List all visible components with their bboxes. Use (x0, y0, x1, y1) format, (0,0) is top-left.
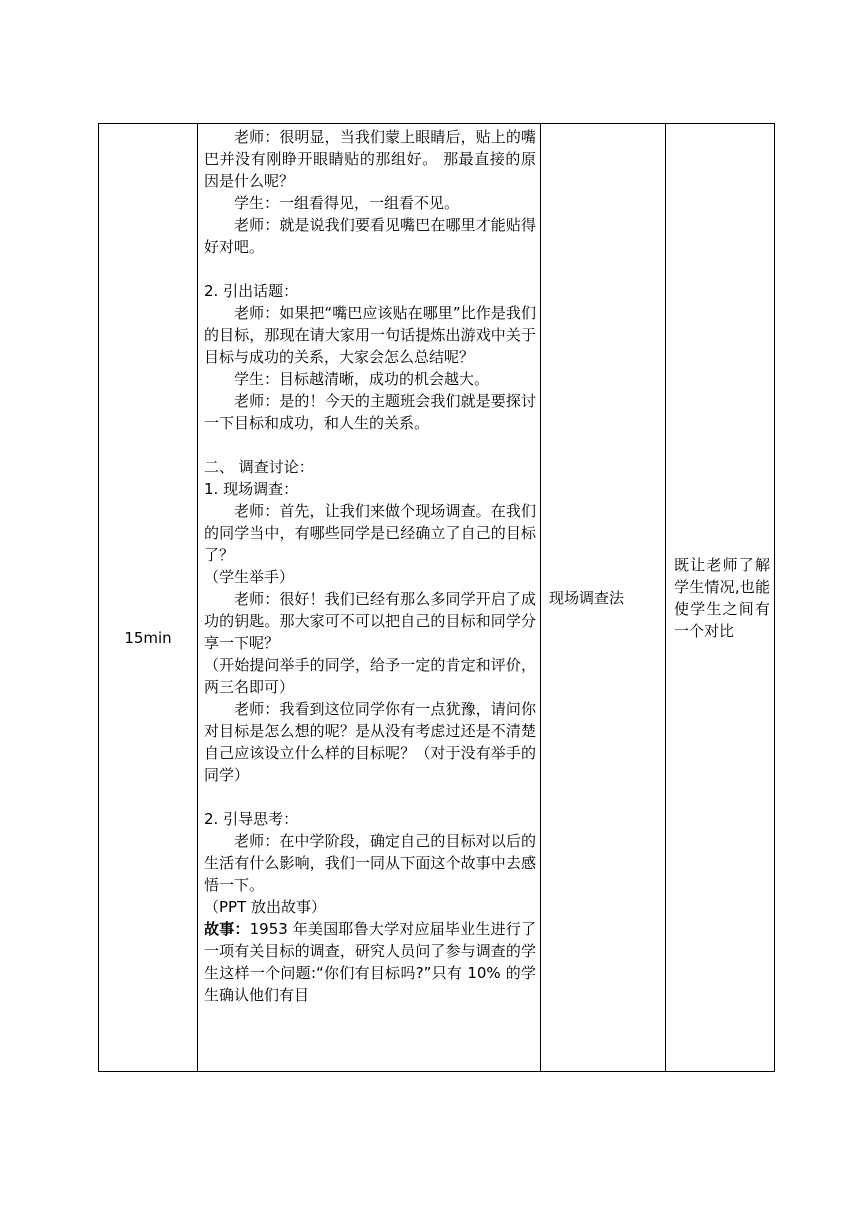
purpose-cell (666, 124, 775, 1072)
blank-line (204, 786, 536, 808)
content-paragraph: （学生举手） (204, 568, 295, 586)
content-paragraph: （PPT 放出故事） (204, 898, 327, 916)
time-text: 15min (124, 628, 172, 647)
content-paragraph: 学生：目标越清晰，成功的机会越大。 (234, 370, 490, 388)
content-paragraph: 学生：一组看得见，一组看不见。 (234, 194, 460, 212)
blank-line (204, 258, 536, 280)
story-paragraph (204, 918, 536, 1006)
content-paragraph: 1. 现场调查： (204, 480, 299, 498)
table-row (99, 124, 775, 1072)
content-paragraph: 2. 引出话题： (204, 282, 299, 300)
content-paragraph: 二、 调查讨论： (204, 458, 314, 476)
content-paragraph: 老师：很明显，当我们蒙上眼睛后，贴上的嘴巴并没有刚睁开眼睛贴的那组好。 那最直接的原因是什么呢？ (204, 128, 536, 190)
content-lines (204, 126, 536, 918)
content-paragraph: （开始提问举手的同学，给予一定的肯定和评价，两三名即可） (204, 656, 536, 696)
purpose-text: 既让老师了解学生情况,也能使学生之间有一个对比 (674, 555, 770, 640)
content-paragraph: 老师：很好！我们已经有那么多同学开启了成功的钥匙。那大家可不可以把自己的目标和同学分享一下呢？ (204, 590, 536, 652)
content-cell (198, 124, 541, 1072)
time-cell (99, 124, 198, 1072)
method-cell (541, 124, 666, 1072)
content-paragraph: 老师：就是说我们要看见嘴巴在哪里才能贴得好对吧。 (204, 216, 536, 256)
content-paragraph: 老师：是的！今天的主题班会我们就是要探讨一下目标和成功，和人生的关系。 (204, 392, 536, 432)
story-text: 1953 年美国耶鲁大学对应届毕业生进行了一项有关目标的调查，研究人员问了参与调查的学生这样一个问题:“你们有目标吗?”只有 10% 的学生确认他们有目 (204, 920, 536, 1004)
story-label: 故事： (204, 920, 250, 938)
blank-line (204, 434, 536, 456)
content-paragraph: 老师：首先，让我们来做个现场调查。在我们的同学当中，有哪些同学是已经确立了自己的目标了？ (204, 502, 536, 564)
content-paragraph: 老师：如果把“嘴巴应该贴在哪里”比作是我们的目标，那现在请大家用一句话提炼出游戏中关于目标与成功的关系，大家会怎么总结呢？ (204, 304, 536, 366)
lesson-plan-table (98, 123, 775, 1072)
method-text: 现场调查法 (549, 588, 625, 607)
content-paragraph: 老师：在中学阶段，确定自己的目标对以后的生活有什么影响，我们一同从下面这个故事中去感悟一下。 (204, 832, 536, 894)
content-paragraph: 2. 引导思考： (204, 810, 299, 828)
content-paragraph: 老师：我看到这位同学你有一点犹豫，请问你对目标是怎么想的呢？是从没有考虑过还是不清楚自己应该设立什么样的目标呢？（对于没有举手的同学） (204, 700, 536, 784)
